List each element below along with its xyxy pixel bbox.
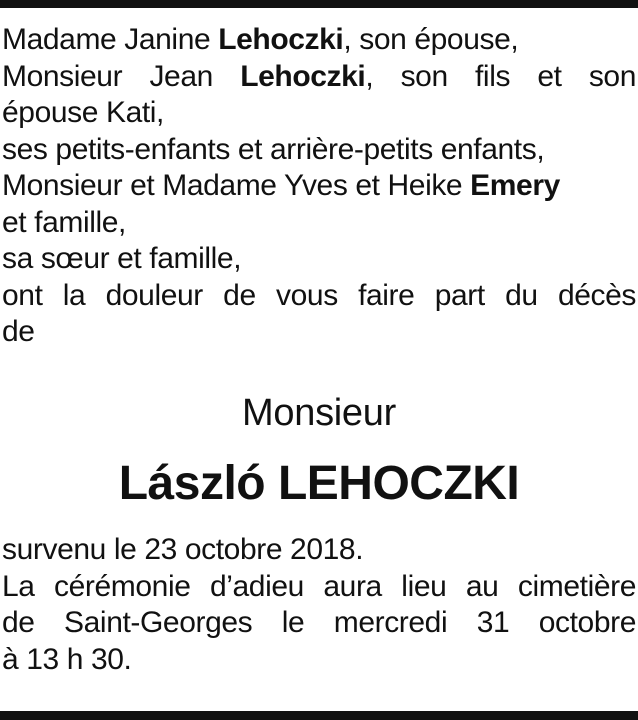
announcer-line-emery (2, 168, 636, 205)
announcer-text: Madame Janine (2, 23, 219, 56)
deceased-honorific: Monsieur (242, 392, 396, 434)
announcer-line-grandchildren: ses petits-enfants et arrière-petits enfants, (2, 132, 545, 166)
bottom-border-rule (0, 711, 638, 720)
announcer-line-family: et famille, (2, 205, 126, 239)
surname-bold: Lehoczki (240, 59, 366, 93)
announcer-line-son (2, 59, 636, 96)
surname-bold: Lehoczki (218, 23, 344, 56)
deceased-name: László LEHOCZKI (118, 457, 520, 510)
announcer-line-announcement: ont la douleur de vous faire part du décès (2, 278, 636, 312)
ceremony-line-2: de Saint-Georges le mercredi 31 octobre (2, 606, 636, 639)
date-of-death-line: survenu le 23 octobre 2018. (2, 533, 364, 566)
ceremony-line-1: La cérémonie d’adieu aura lieu au cimetière (2, 569, 636, 603)
announcer-line-sister: sa sœur et famille, (2, 242, 242, 275)
announcers-paragraph (2, 22, 636, 351)
announcer-text: Monsieur et Madame Yves et Heike (2, 169, 471, 202)
announcer-text: , son épouse, (343, 23, 519, 56)
surname-bold: Emery (470, 169, 560, 202)
announcer-line-spouse (2, 22, 636, 59)
announcer-text: , son fils et son (365, 59, 636, 93)
ceremony-time-line: à 13 h 30. (2, 642, 132, 676)
announcer-text: Monsieur Jean (2, 59, 241, 93)
announcer-line-daughter-in-law: épouse Kati, (2, 96, 164, 129)
announcer-line-de: de (2, 315, 35, 348)
ceremony-paragraph (2, 532, 636, 678)
top-border-rule (0, 0, 638, 8)
